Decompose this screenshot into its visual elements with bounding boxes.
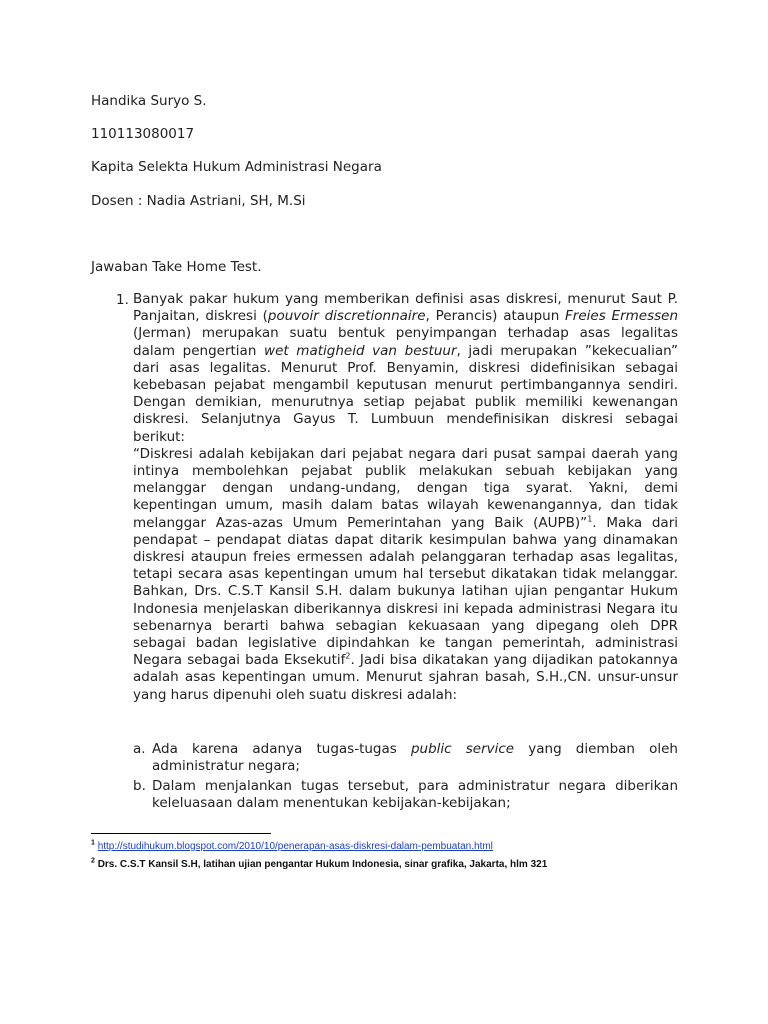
section-title: Jawaban Take Home Test.: [91, 259, 262, 275]
sub-item-text: Dalam menjalankan tugas tersebut, para administratur negara diberikan keleluasaan dalam menentukan kebijakan-kebijakan;: [152, 778, 678, 812]
italic-term: public service: [410, 741, 515, 757]
text-run: “Diskresi adalah kebijakan dari pejabat negara dari pusat sampai daerah yang intinya membolehkan pejabat publik melakukan sebuah kebijakan yang melanggar dengan undang-undang, dengan tiga syarat. Yakni, demi kepentingan umum, masih dalam batas wilayah kewenangannya, dan tidak melanggar Azas-azas Umum Pemerintahan yang Baik (AUPB)”: [133, 445, 678, 531]
footnote-ref-2[interactable]: 2: [345, 651, 351, 661]
sub-item-label: a.: [133, 741, 146, 757]
footnote-ref-1[interactable]: 1: [587, 514, 593, 524]
text-run: Ada karena adanya tugas-tugas: [152, 741, 411, 757]
text-run: . Jadi bisa dikatakan yang dijadikan patokannya adalah asas kepentingan umum. Menurut sjahran basah, S.H.,CN. unsur-unsur yang harus dipenuhi oleh suatu diskresi adalah:: [133, 652, 678, 703]
student-id: 110113080017: [91, 126, 195, 142]
footnote-text: Drs. C.S.T Kansil S.H, latihan ujian pengantar Hukum Indonesia, sinar grafika, Jakarta, hlm 321: [97, 859, 548, 870]
italic-term: pouvoir discretionnaire: [267, 308, 426, 325]
footnote-mark: 2: [91, 857, 95, 865]
paragraph-definition: [133, 291, 678, 446]
paragraph-quote: [133, 446, 678, 704]
text-run: Banyak pakar hukum yang memberikan definisi asas diskresi, menurut Saut P. Panjaitan, diskresi (: [133, 291, 678, 325]
sub-item-b: [133, 778, 678, 812]
footnote-1: [91, 840, 493, 853]
footnote-link[interactable]: http://studihukum.blogspot.com/2010/10/penerapan-asas-diskresi-dalam-pembuatan.html: [97, 841, 493, 852]
course-title: Kapita Selekta Hukum Administrasi Negara: [91, 159, 382, 175]
sub-item-a: [133, 741, 678, 775]
italic-term: Freies Ermessen: [565, 308, 678, 325]
sub-item-label: b.: [133, 778, 146, 794]
text-run: yang diemban oleh: [514, 741, 678, 757]
list-number: 1.: [116, 292, 129, 308]
text-run: , Perancis) ataupun: [425, 308, 566, 325]
sub-item-line: administratur negara;: [152, 758, 300, 775]
footnote-mark: 1: [91, 839, 95, 847]
lecturer-line: Dosen : Nadia Astriani, SH, M.Si: [91, 193, 306, 209]
sub-item-line: [152, 741, 678, 758]
italic-term: wet matigheid van bestuur: [264, 342, 457, 359]
answer-body: [133, 291, 678, 704]
author-name: Handika Suryo S.: [91, 93, 207, 109]
text-run: . Maka dari pendapat – pendapat diatas dapat ditarik kesimpulan bahwa yang dinamakan diskresi ataupun freies ermessen adalah pelanggaran terhadap asas legalitas, tetapi secara asas kepentingan umum hal tersebut dikatakan tidak melanggar. Bahkan, Drs. C.S.T Kansil S.H. dalam bukunya latihan ujian pengantar Hukum Indonesia menjelaskan diberikannya diskresi ini kepada administrasi Negara itu sebenarnya berarti bahwa sebagian kekuasaan yang dipegang oleh DPR sebagai badan legislative dipindahkan ke tangan pemerintah, administrasi Negara sebagai bada Eksekutif: [133, 514, 678, 669]
footnote-2: [91, 858, 547, 871]
text-run: (Jerman) merupakan suatu bentuk penyimpangan terhadap asas legalitas dalam pengertian: [133, 325, 678, 359]
text-run: , jadi merupakan ”kekecualian” dari asas legalitas. Menurut Prof. Benyamin, diskresi didefinisikan sebagai kebebasan pejabat mengambil keputusan menurut pertimbangannya sendiri. Dengan demikian, menurutnya setiap pejabat publik memiliki kewenangan diskresi. Selanjutnya Gayus T. Lumbuun mendefinisikan diskresi sebagai berikut:: [133, 342, 678, 445]
footnote-separator: [91, 833, 271, 834]
